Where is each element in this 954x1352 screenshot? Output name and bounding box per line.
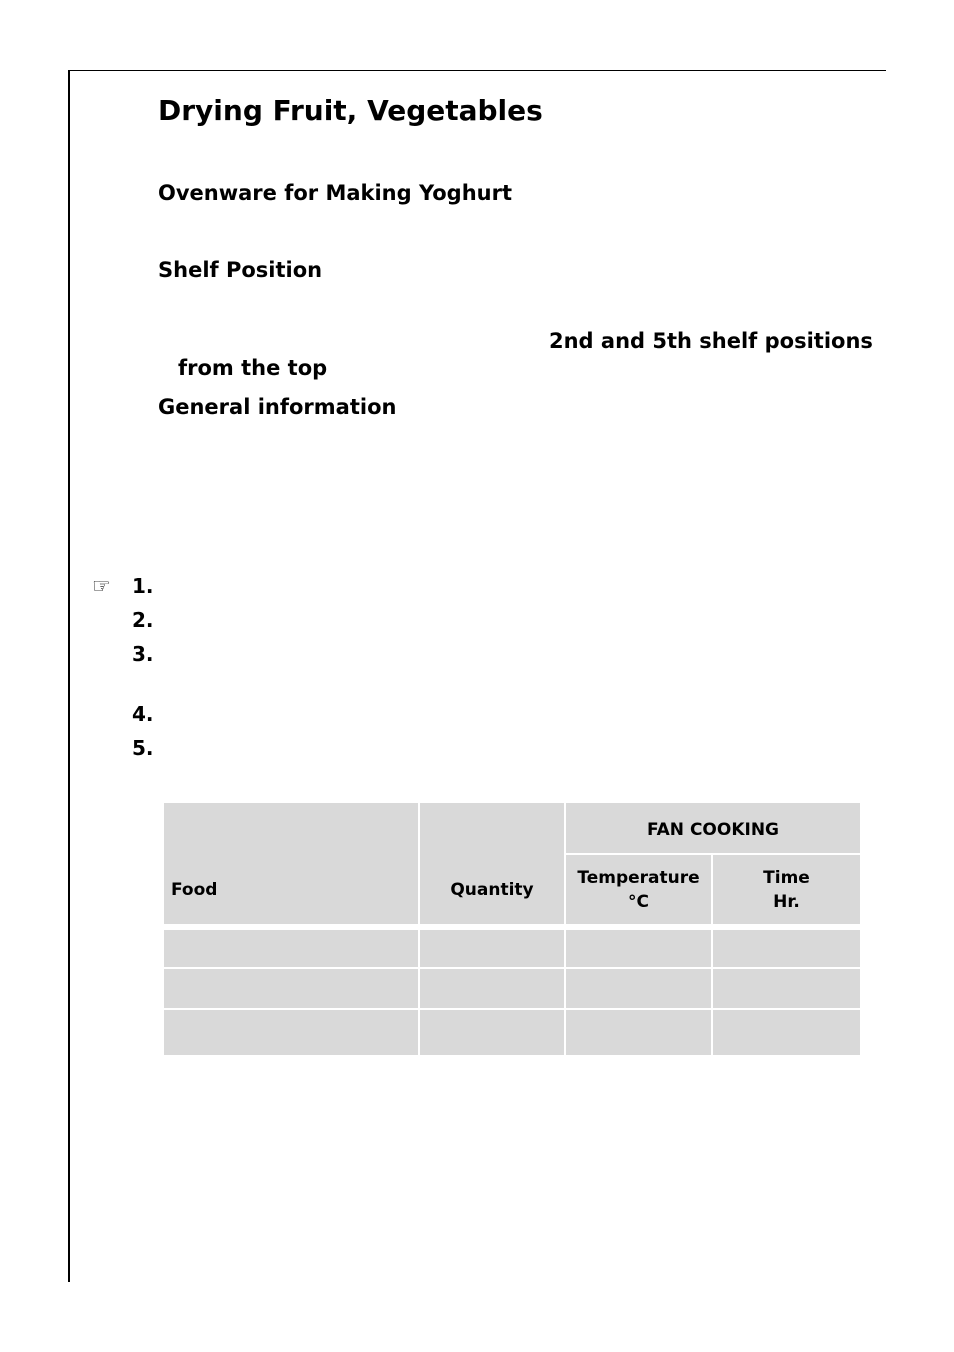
page-frame-top-rule bbox=[68, 70, 886, 71]
step-number-5: 5. bbox=[132, 736, 154, 760]
table-header-food: Food bbox=[164, 803, 418, 924]
heading-ovenware: Ovenware for Making Yoghurt bbox=[158, 181, 513, 205]
shelf-position-note-line2: from the top bbox=[178, 356, 328, 380]
table-cell-food bbox=[164, 969, 418, 1008]
time-label: Time bbox=[763, 867, 810, 888]
step-number-4: 4. bbox=[132, 702, 154, 726]
table-cell-quantity bbox=[420, 1010, 564, 1055]
table-cell-temperature bbox=[566, 969, 711, 1008]
heading-shelf-position: Shelf Position bbox=[158, 258, 323, 282]
step-number-2: 2. bbox=[132, 608, 154, 632]
table-header-fan-cooking: FAN COOKING bbox=[566, 803, 860, 853]
pointing-hand-icon: ☞ bbox=[92, 574, 111, 598]
page-frame-left-rule bbox=[68, 70, 70, 1282]
table-cell-temperature bbox=[566, 1010, 711, 1055]
table-cell-quantity bbox=[420, 969, 564, 1008]
shelf-position-note-line1: 2nd and 5th shelf positions bbox=[549, 329, 873, 353]
step-number-1: 1. bbox=[132, 574, 154, 598]
page-title: Drying Fruit, Vegetables bbox=[158, 94, 543, 127]
table-cell-food bbox=[164, 930, 418, 967]
time-unit: Hr. bbox=[773, 891, 800, 912]
heading-general-information: General information bbox=[158, 395, 397, 419]
drying-table bbox=[164, 803, 860, 1055]
temperature-unit: °C bbox=[628, 891, 649, 912]
table-cell-food bbox=[164, 1010, 418, 1055]
table-cell-quantity bbox=[420, 930, 564, 967]
table-cell-time bbox=[713, 969, 860, 1008]
temperature-label: Temperature bbox=[577, 867, 700, 888]
header-divider bbox=[712, 855, 713, 924]
table-header-time bbox=[713, 855, 860, 924]
step-number-3: 3. bbox=[132, 642, 154, 666]
table-header-quantity: Quantity bbox=[420, 803, 564, 924]
table-cell-time bbox=[713, 1010, 860, 1055]
table-header-temperature bbox=[566, 855, 711, 924]
table-cell-time bbox=[713, 930, 860, 967]
table-cell-temperature bbox=[566, 930, 711, 967]
